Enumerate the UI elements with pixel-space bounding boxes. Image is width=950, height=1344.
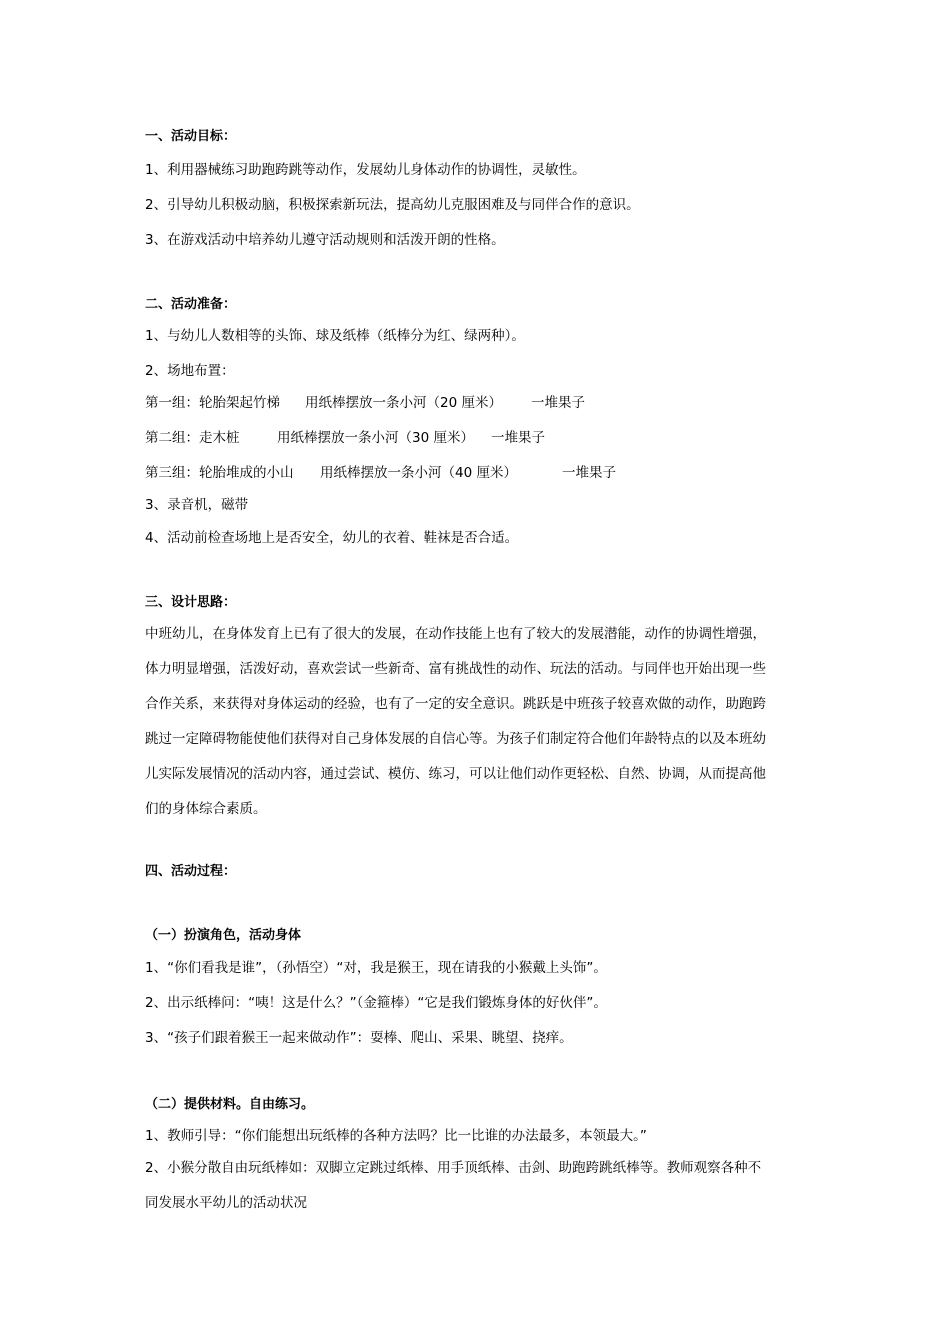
section-2-heading: 二、活动准备： [145, 297, 237, 312]
process-2-item-2-line-2: 同发展水平幼儿的活动状况 [145, 1195, 307, 1211]
process-1-item-2: 2、出示纸棒问：“咦！这是什么？”（金箍棒）“它是我们锻炼身体的好伙伴”。 [145, 995, 607, 1011]
section-3-heading: 三、设计思路： [145, 595, 237, 610]
group-2-river: 用纸棒摆放一条小河（30 厘米） [277, 430, 474, 446]
prep-item-3: 3、录音机，磁带 [145, 497, 249, 513]
goal-item-3: 3、在游戏活动中培养幼儿遵守活动规则和活泼开朗的性格。 [145, 232, 505, 248]
sub-section-1-heading: （一）扮演角色，活动身体 [145, 928, 302, 943]
prep-item-1: 1、与幼儿人数相等的头饰、球及纸棒（纸棒分为红、绿两种）。 [145, 328, 525, 344]
goal-item-1: 1、利用器械练习助跑跨跳等动作，发展幼儿身体动作的协调性，灵敏性。 [145, 162, 586, 178]
group-3-fruit: 一堆果子 [562, 465, 616, 481]
group-3-name: 第三组：轮胎堆成的小山 [145, 465, 294, 481]
process-2-item-1: 1、教师引导：“你们能想出玩纸棒的各种方法吗？比一比谁的办法最多，本领最大。” [145, 1128, 647, 1144]
section-1-heading: 一、活动目标： [145, 129, 237, 144]
design-line-3: 合作关系，来获得对身体运动的经验，也有了一定的安全意识。跳跃是中班孩子较喜欢做的动作，助跑跨 [145, 696, 766, 712]
sub-section-2-heading: （二）提供材料。自由练习。 [145, 1097, 315, 1112]
design-paragraph [145, 617, 810, 827]
group-3-river: 用纸棒摆放一条小河（40 厘米） [320, 465, 517, 481]
design-line-6: 们的身体综合素质。 [145, 801, 267, 817]
design-line-5: 儿实际发展情况的活动内容，通过尝试、模仿、练习，可以让他们动作更轻松、自然、协调，从而提高他 [145, 766, 766, 782]
process-1-item-1: 1、“你们看我是谁”，（孙悟空）“对，我是猴王，现在请我的小猴戴上头饰”。 [145, 960, 607, 976]
process-2-item-2-line-1: 2、小猴分散自由玩纸棒如：双脚立定跳过纸棒、用手顶纸棒、击剑、助跑跨跳纸棒等。教师观察各种不 [145, 1160, 762, 1176]
group-1-river: 用纸棒摆放一条小河（20 厘米） [305, 395, 502, 411]
group-2-name: 第二组：走木桩 [145, 430, 240, 446]
design-line-2: 体力明显增强，活泼好动，喜欢尝试一些新奇、富有挑战性的动作、玩法的活动。与同伴也开始出现一些 [145, 661, 766, 677]
prep-item-2: 2、场地布置： [145, 363, 235, 379]
design-line-4: 跳过一定障碍物能使他们获得对自己身体发展的自信心等。为孩子们制定符合他们年龄特点的以及本班幼 [145, 731, 766, 747]
process-2-item-2 [145, 1151, 810, 1221]
design-line-1: 中班幼儿，在身体发育上已有了很大的发展，在动作技能上也有了较大的发展潜能，动作的协调性增强， [145, 626, 766, 642]
goal-item-2: 2、引导幼儿积极动脑，积极探索新玩法，提高幼儿克服困难及与同伴合作的意识。 [145, 197, 640, 213]
section-4-heading: 四、活动过程： [145, 864, 237, 879]
group-2-fruit: 一堆果子 [491, 430, 545, 446]
process-1-item-3: 3、“孩子们跟着猴王一起来做动作”：耍棒、爬山、采果、眺望、挠痒。 [145, 1030, 573, 1046]
group-1-name: 第一组：轮胎架起竹梯 [145, 395, 280, 411]
prep-item-4: 4、活动前检查场地上是否安全，幼儿的衣着、鞋袜是否合适。 [145, 530, 519, 546]
group-1-fruit: 一堆果子 [531, 395, 585, 411]
